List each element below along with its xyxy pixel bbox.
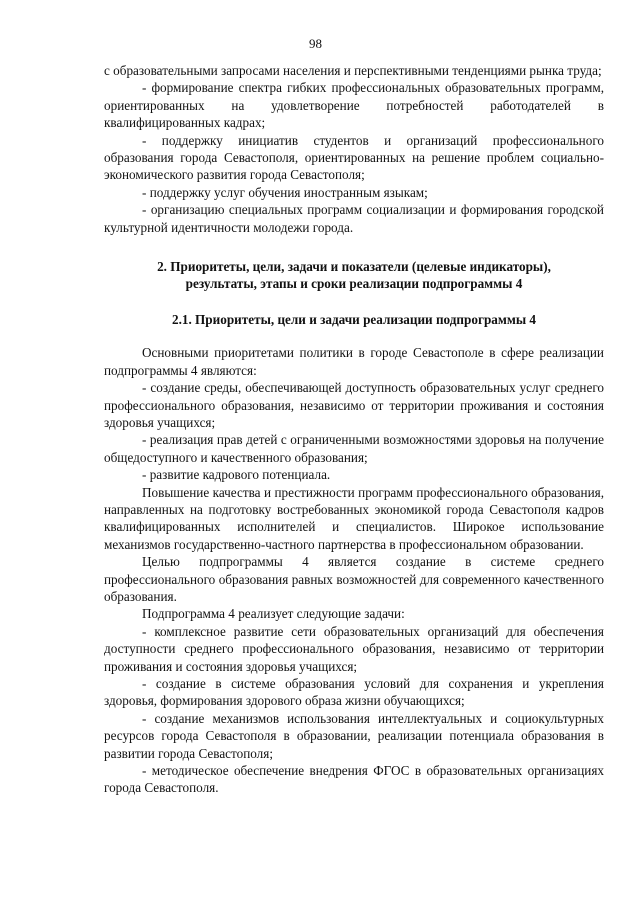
paragraph: Подпрограмма 4 реализует следующие задачи: — [142, 606, 405, 622]
paragraph: - создание среды, обеспечивающей доступность образовательных услуг среднего профессионального образования, независимо от территории проживания и состояния здоровья учащихся; — [104, 380, 604, 430]
paragraph: - создание механизмов использования интеллектуальных и социокультурных ресурсов города Севастополя в образовании, реализации потенциала образования в развитии города Севастополя; — [104, 710, 604, 761]
paragraph: - развитие кадрового потенциала. — [142, 467, 331, 483]
paragraph: Целью подпрограммы 4 является создание в системе среднего профессионального образования равных возможностей для современного качественного образования. — [104, 554, 604, 604]
paragraph: - методическое обеспечение внедрения ФГОС в образовательных организациях города Севастополя. — [104, 763, 604, 796]
subsection-heading: 2.1. Приоритеты, цели и задачи реализации подпрограммы 4 — [171, 311, 537, 327]
paragraph: - поддержку услуг обучения иностранным языкам; — [142, 184, 428, 200]
paragraph: - комплексное развитие сети образовательных организаций для обеспечения доступности среднего профессионального образования, независимо от территории проживания и состояния здоровья учащихся; — [104, 623, 604, 674]
paragraph: - реализация прав детей с ограниченными возможностями здоровья на получение общедоступного и качественного образования; — [104, 432, 604, 465]
section-heading: результаты, этапы и сроки реализации подпрограммы 4 — [185, 276, 523, 292]
section-heading: 2. Приоритеты, цели, задачи и показатели (целевые индикаторы), — [157, 259, 551, 275]
paragraph: Основными приоритетами политики в городе Севастополе в сфере реализации подпрограммы 4 являются: — [104, 345, 604, 378]
paragraph: - создание в системе образования условий для сохранения и укрепления здоровья, формирования здорового образа жизни обучающихся; — [104, 676, 604, 709]
paragraph: - формирование спектра гибких профессиональных образовательных программ, ориентированных на удовлетворение потребностей работодателей в квалифицированных кадрах; — [104, 80, 604, 131]
paragraph: - организацию специальных программ социализации и формирования городской культурной идентичности молодежи города. — [104, 202, 604, 235]
paragraph: с образовательными запросами населения и перспективными тенденциями рынка труда; — [104, 63, 602, 78]
paragraph: Повышение качества и престижности программ профессионального образования, направленных на подготовку востребованных экономикой города Севастополя кадров квалифицированных исполнителей и специалистов. Широкое использование механизмов государственно-частного партнерства в профессиональном образовании. — [104, 484, 604, 552]
page-number: 98 — [309, 36, 322, 51]
document-body — [104, 62, 604, 797]
paragraph: - поддержку инициатив студентов и организаций профессионального образования города Севастополя, ориентированных на решение проблем социально-экономического развития города Севастополя; — [104, 132, 604, 183]
